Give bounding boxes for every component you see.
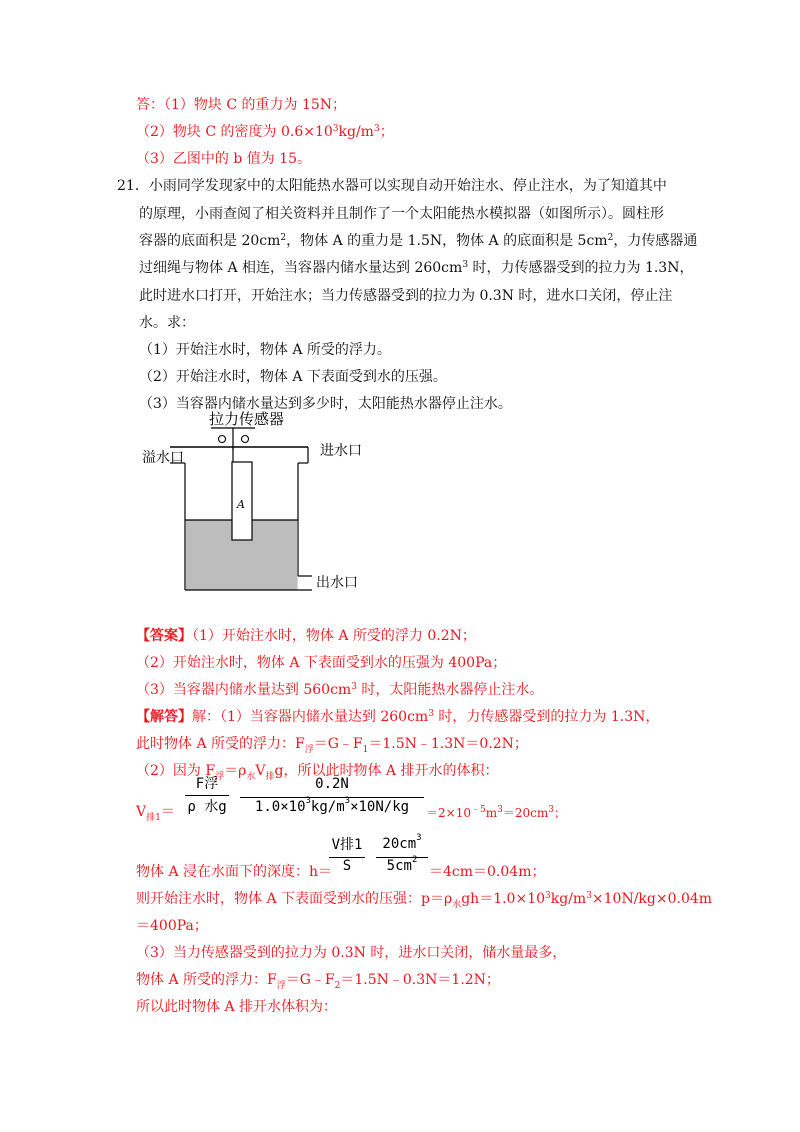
problem-line-3: 容器的底面积是 $20cm^2$，物体 A 的重力是 1.5N，物体 A 的底面积是 $5cm^2$，力传感器通 — [139, 233, 698, 249]
answer-line-1: 【答案】（1）开始注水时，物体 A 所受的浮力 0.2N； — [136, 628, 476, 644]
answer-line-3: （3）当容器内储水量达到 $560cm^3$ 时，太阳能热水器停止注水。 — [136, 682, 544, 698]
problem-line-5: 此时进水口打开，开始注水；当力传感器受到的拉力为 0.3N 时，进水口关闭，停止注 — [139, 288, 673, 304]
problem-line-2: 的原理，小雨查阅了相关资料并且制作了一个太阳能热水模拟器（如图所示）。圆柱形 — [139, 206, 664, 222]
overflow-label: 溢水口 — [142, 450, 184, 466]
fraction-2-numerator: 0.2N — [315, 776, 349, 792]
pressure-line: 则开始注水时，物体 A 下表面受到水的压强：$p=\rho_水gh=1.0\times 10^3kg/m^3\times 10N/kg\times 0.04m$ — [136, 891, 713, 910]
question-3: （3）当容器内储水量达到多少时，太阳能热水器停止注水。 — [139, 396, 512, 412]
solution-line-2: 此时物体 A 所受的浮力：$F_浮=G﹣F_1=1.5N﹣1.3N=0.2N$； — [136, 736, 528, 755]
problem-line-6: 水。求： — [139, 315, 195, 331]
depth-result: ＝4cm＝0.04m； — [429, 864, 546, 880]
solution-line-8: （3）当力传感器受到的拉力为 0.3N 时，进水口关闭，储水量最多， — [136, 945, 567, 961]
inlet-label: 进水口 — [320, 443, 362, 459]
fraction-3-denominator: S — [342, 858, 352, 874]
problem-line-4: 过细绳与物体 A 相连，当容器内储水量达到 $260cm^3$ 时，力传感器受到的拉力为 1.3N， — [139, 260, 694, 276]
solution-line-10: 所以此时物体 A 排开水体积为： — [136, 999, 338, 1015]
pressure-result: ＝400Pa； — [136, 918, 208, 934]
outlet-label: 出水口 — [316, 575, 358, 591]
solution-line-1: 【解答】解：（1）当容器内储水量达到 $260cm^3$ 时，力传感器受到的拉力为 1.3N， — [136, 709, 660, 725]
fraction-4-numerator: $20cm^3$ — [382, 833, 422, 852]
problem-line-1: 21．小雨同学发现家中的太阳能热水器可以实现自动开始注水、停止注水，为了知道其中 — [117, 178, 667, 194]
volume-label: $V_{排1}=$ — [136, 804, 175, 823]
answer-tag: 【答案】 — [136, 628, 192, 644]
answer-line-2: （2）开始注水时，物体 A 下表面受到水的压强为 400Pa； — [136, 655, 507, 671]
fraction-1-denominator: ρ 水g — [187, 799, 227, 815]
solution-tag: 【解答】 — [136, 709, 192, 725]
prev-answer-2: （2）物块 C 的密度为 $0.6\times 10^3kg/m^3$； — [136, 124, 394, 140]
depth-line: 物体 A 浸在水面下的深度：h＝ — [136, 864, 333, 880]
problem-number: 21． — [117, 178, 149, 194]
question-2: （2）开始注水时，物体 A 下表面受到水的压强。 — [139, 369, 447, 385]
sensor-pin-right — [242, 436, 249, 443]
solution-line-9: 物体 A 所受的浮力：$F_浮=G﹣F_2=1.5N﹣0.3N=1.2N$； — [136, 972, 500, 991]
volume-result: $=2\times 10^{﹣5}m^3=20cm^3$； — [426, 805, 566, 820]
prev-answer-3: （3）乙图中的 b 值为 15。 — [136, 151, 312, 167]
fraction-1-numerator: F浮 — [195, 776, 219, 792]
object-a-label: A — [237, 498, 245, 511]
question-1: （1）开始注水时，物体 A 所受的浮力。 — [139, 342, 391, 358]
water-heater-diagram — [130, 400, 390, 600]
sensor-pin-left — [219, 436, 226, 443]
fraction-3-numerator: V排1 — [331, 837, 363, 853]
fraction-2-bar — [240, 797, 424, 798]
prev-answer-1: 答：（1）物块 C 的重力为 15N； — [136, 97, 347, 113]
fraction-2-denominator: $1.0\times 10^3kg/m^3\times 10N/kg$ — [254, 796, 410, 815]
solution-line-3: （2）因为 $F_浮=\rho_水V_排g$，所以此时物体 A 排开水的体积： — [136, 763, 499, 782]
sensor-label: 拉力传感器 — [209, 410, 285, 428]
fraction-4-denominator: $5cm^2$ — [386, 855, 418, 874]
